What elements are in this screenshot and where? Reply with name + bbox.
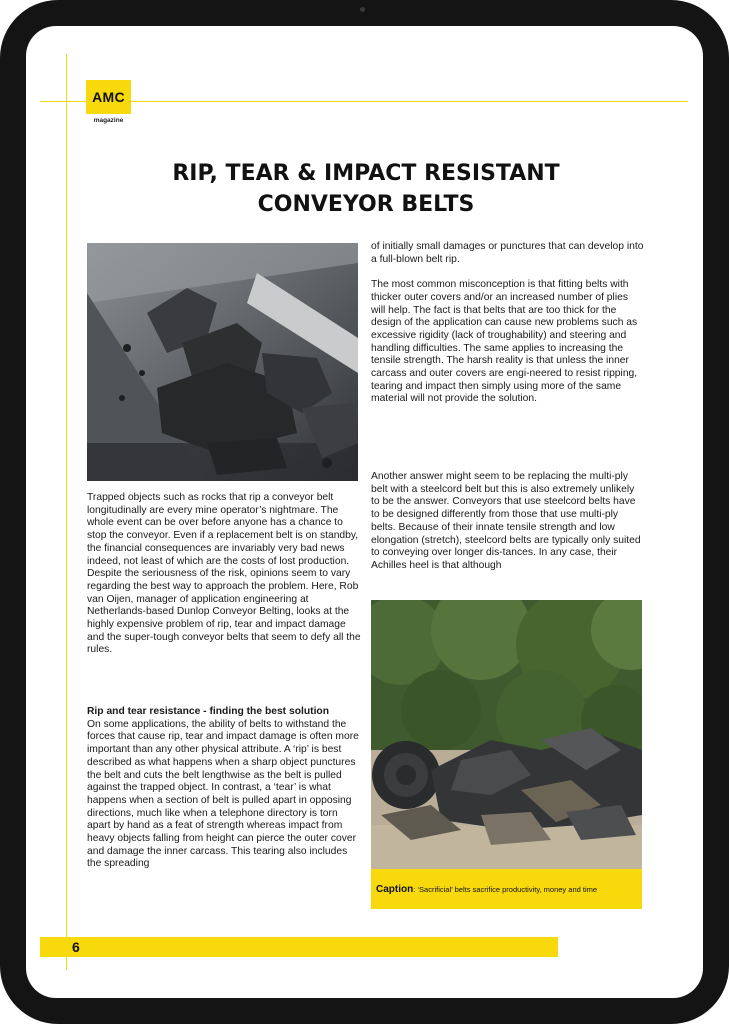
footer-bar <box>40 937 558 957</box>
section-body: On some applications, the ability of belts to withstand the forces that cause rip, tear and impact damage is often more important than any other physical attribute. A ‘rip’ is best described as what happens when a sharp object punctures the belt and cuts the belt lengthwise as the belt is pulled against the trapped object. In contrast, a ‘tear’ is what happens when a section of belt is pulled apart in opposing directions, much like when a telephone directory is torn apart by hand as a feat of strength whereas impact from heavy objects falling from height can pierce the outer cover and damage the inner carcass. This tearing also includes the spreading <box>87 718 359 870</box>
section-rip-tear <box>87 706 363 871</box>
article-title <box>66 158 666 220</box>
paragraph-steelcord: Another answer might seem to be replacing the multi-ply belt with a steelcord belt but this is also extremely unlikely to be the answer. Conveyors that use steelcord belts have to be designed differently from those that use multi-ply belts. Because of their innate tensile strength and low elongation (stretch), steelcord belts are typically only suited to conveying over longer dis-tances. In any case, their Achilles heel is that although <box>371 471 641 571</box>
section-subheading: Rip and tear resistance - finding the best solution <box>87 706 330 717</box>
page <box>26 26 703 998</box>
title-line-2: CONVEYOR BELTS <box>257 192 475 217</box>
caption-text: : ‘Sacrificial’ belts sacrifice productivity, money and time <box>413 884 598 894</box>
photo-caption <box>371 884 597 895</box>
logo-subtitle: magazine <box>93 117 124 124</box>
page-number: 6 <box>72 939 80 955</box>
caption-label: Caption <box>376 883 414 895</box>
paragraph-misconception: The most common misconception is that fitting belts with thicker outer covers and/or an increased number of plies will help. The fact is that belts that are too thick for the design of the application can cause new problems such as excessive rigidity (lack of troughability) and steering and handling difficulties. The same applies to increasing the tensile strength. The harsh reality is that unless the inner carcass and outer covers are engi-neered to resist ripping, tearing and impact then simply using more of the same material will not provide the solution. <box>371 279 638 405</box>
intro-paragraph: Trapped objects such as rocks that rip a conveyor belt longitudinally are every mine operator’s nightmare. The whole event can be over before anyone has a chance to stop the conveyor. Even if a replacement belt is on standby, the financial consequences are invariably very bad news indeed, not least of which are the costs of lost production. Despite the seriousness of the risk, opinions seem to vary regarding the best way to approach the problem. Here, Rob van Oijen, manager of application engineering at Netherlands-based Dunlop Conveyor Belting, looks at the highly expensive problem of rip, tear and impact damage and the super-tough conveyor belts that seem to defy all the rules. <box>87 492 361 656</box>
caption-box <box>371 869 642 909</box>
camera-dot <box>360 7 365 12</box>
yellow-horizontal-rule <box>40 101 688 102</box>
column-2-top <box>371 241 645 419</box>
amc-logo <box>86 80 131 114</box>
title-line-1: RIP, TEAR & IMPACT RESISTANT <box>172 161 560 186</box>
logo-text: AMC <box>92 89 125 105</box>
rocks-on-conveyor-photo <box>87 243 358 481</box>
paragraph-continuation: of initially small damages or punctures that can develop into a full-blown belt rip. <box>371 241 644 265</box>
sacrificial-belts-photo <box>371 600 642 869</box>
column-2-bottom <box>371 471 645 585</box>
